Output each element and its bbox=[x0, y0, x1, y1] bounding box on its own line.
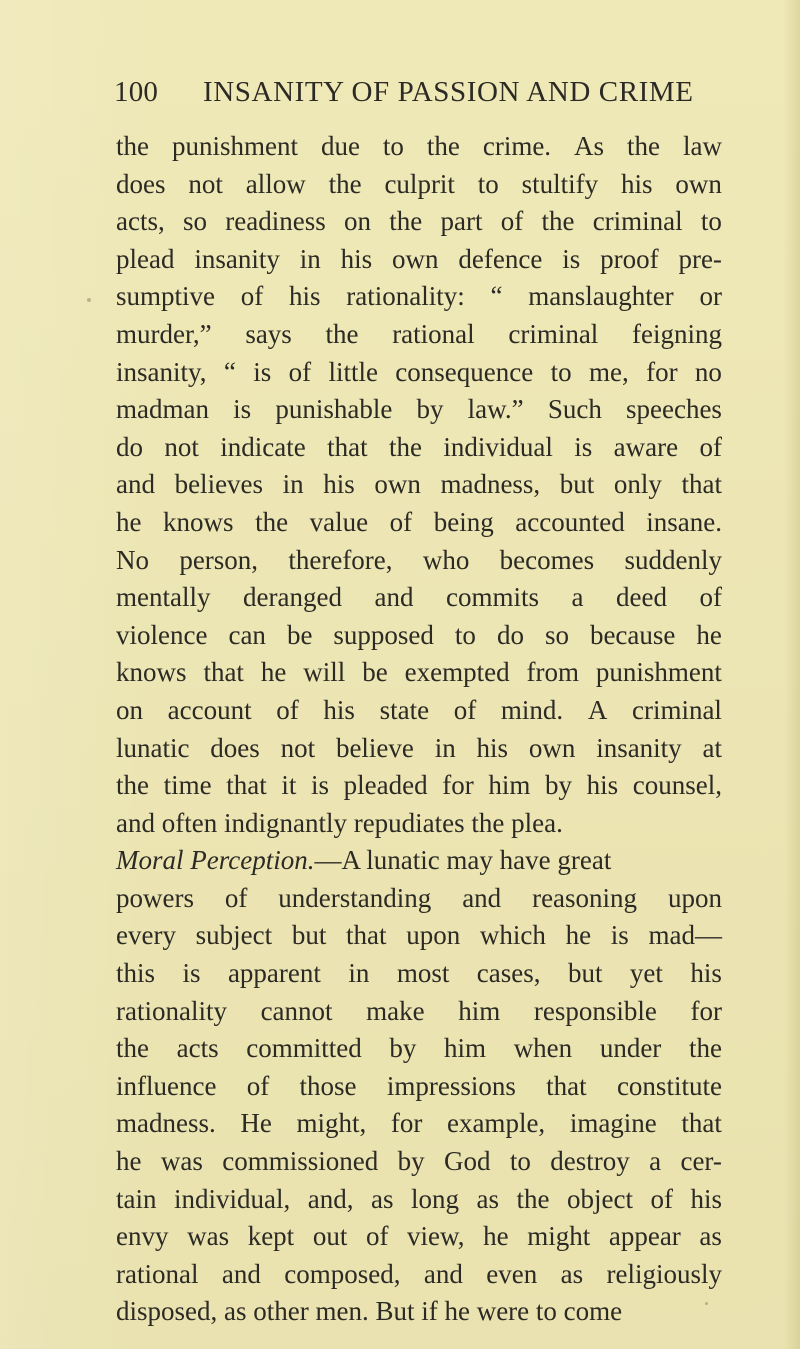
word: was bbox=[160, 1146, 203, 1177]
word: counsel, bbox=[632, 770, 722, 801]
paper-speck bbox=[87, 298, 91, 302]
word: believe bbox=[335, 732, 414, 763]
word: consequence bbox=[395, 356, 534, 387]
word: the bbox=[627, 131, 661, 161]
text-line bbox=[116, 654, 722, 692]
word: believes bbox=[174, 469, 264, 500]
text-line bbox=[116, 1068, 722, 1106]
word: upon bbox=[667, 882, 722, 913]
word: because bbox=[589, 619, 676, 650]
word: on bbox=[116, 694, 143, 725]
word: to bbox=[700, 206, 722, 237]
word: part bbox=[440, 206, 483, 237]
word: but bbox=[567, 958, 603, 989]
word: acts, bbox=[116, 206, 165, 237]
word: the bbox=[516, 1183, 550, 1214]
text-line bbox=[116, 1293, 722, 1331]
body-text bbox=[116, 128, 722, 1331]
word: every bbox=[116, 920, 176, 951]
word: commits bbox=[445, 582, 539, 613]
word: of bbox=[500, 206, 524, 237]
word: a bbox=[649, 1146, 662, 1177]
word: for bbox=[390, 1108, 423, 1139]
word: therefore, bbox=[288, 544, 393, 575]
word: stultify bbox=[521, 168, 599, 199]
word: and bbox=[462, 882, 502, 913]
word: defence bbox=[458, 243, 543, 274]
word: culprit bbox=[384, 168, 455, 199]
word: was bbox=[187, 1221, 230, 1252]
word: be bbox=[286, 619, 313, 650]
page-edge-shadow bbox=[784, 0, 800, 1349]
word: the bbox=[688, 1033, 722, 1064]
word: his bbox=[476, 732, 509, 763]
word: by bbox=[416, 394, 444, 425]
word: by bbox=[544, 770, 572, 801]
word: understanding bbox=[278, 882, 432, 913]
word: it bbox=[281, 770, 297, 801]
word: upon bbox=[406, 920, 461, 951]
word: punishment bbox=[171, 131, 298, 161]
word: his bbox=[323, 469, 355, 500]
word: madness, bbox=[440, 469, 541, 500]
word: in bbox=[282, 469, 304, 500]
word: and bbox=[374, 582, 414, 613]
word: deed bbox=[615, 582, 667, 613]
word: speeches bbox=[625, 394, 722, 425]
word: No bbox=[116, 544, 149, 575]
word: manslaughter bbox=[528, 281, 674, 312]
word: exempted bbox=[404, 657, 510, 688]
word: view, bbox=[407, 1221, 465, 1252]
word: rationality: bbox=[346, 281, 465, 312]
word: suddenly bbox=[624, 544, 722, 575]
word: Such bbox=[547, 394, 602, 425]
word: insanity bbox=[194, 243, 280, 274]
word: him bbox=[458, 995, 501, 1026]
word: as bbox=[699, 1221, 722, 1252]
word: the bbox=[388, 431, 422, 462]
word: being bbox=[433, 506, 494, 537]
text-line bbox=[116, 805, 722, 843]
word: of bbox=[699, 431, 722, 462]
text-line bbox=[116, 128, 722, 166]
word: of bbox=[699, 582, 722, 613]
line-text: disposed, as other men. But if he were to come bbox=[116, 1296, 623, 1327]
word: cer- bbox=[680, 1146, 722, 1177]
word: which bbox=[479, 920, 546, 951]
word: plead bbox=[116, 243, 175, 274]
word: so bbox=[182, 206, 207, 237]
word: time bbox=[163, 770, 212, 801]
word: says bbox=[245, 318, 292, 349]
word: he bbox=[483, 1221, 509, 1252]
word: acts bbox=[176, 1033, 219, 1064]
word: law.” bbox=[467, 394, 524, 425]
word: “ bbox=[490, 281, 503, 312]
word: sumptive bbox=[116, 281, 215, 312]
text-line bbox=[116, 692, 722, 730]
word: and, bbox=[307, 1183, 354, 1214]
word: the bbox=[389, 206, 423, 237]
word: does bbox=[116, 168, 166, 199]
text-line bbox=[116, 203, 722, 241]
text-line bbox=[116, 166, 722, 204]
word: his bbox=[621, 168, 653, 199]
word: the bbox=[116, 1033, 149, 1064]
word: his bbox=[340, 243, 373, 274]
word: is bbox=[610, 920, 629, 951]
word: due bbox=[320, 131, 360, 161]
word: of bbox=[650, 1183, 673, 1214]
word: will bbox=[303, 657, 346, 688]
text-line bbox=[116, 429, 722, 467]
word: be bbox=[362, 657, 388, 688]
word: do bbox=[116, 431, 143, 462]
word: does bbox=[210, 732, 260, 763]
word: of bbox=[246, 1070, 270, 1101]
word: or bbox=[699, 281, 722, 312]
text-line bbox=[116, 316, 722, 354]
word: to bbox=[454, 619, 476, 650]
word: under bbox=[599, 1033, 662, 1064]
word: envy bbox=[116, 1221, 169, 1252]
word: of bbox=[288, 356, 312, 387]
text-line bbox=[116, 880, 722, 918]
word: for bbox=[690, 995, 722, 1026]
word: he bbox=[565, 920, 592, 951]
text-line bbox=[116, 391, 722, 429]
word: by bbox=[389, 1033, 417, 1064]
word: only bbox=[613, 469, 662, 500]
word: is bbox=[233, 394, 252, 425]
word: law bbox=[682, 131, 722, 161]
word: do bbox=[496, 619, 524, 650]
word: the bbox=[325, 318, 359, 349]
word: on bbox=[343, 206, 371, 237]
word: yet bbox=[629, 958, 663, 989]
word: rational bbox=[116, 1258, 199, 1289]
word: that bbox=[226, 770, 267, 801]
word: state bbox=[379, 694, 430, 725]
word: accounted bbox=[515, 506, 625, 537]
word: violence bbox=[116, 619, 208, 650]
word: a bbox=[571, 582, 584, 613]
text-line bbox=[116, 579, 722, 617]
word: murder,” bbox=[116, 318, 212, 349]
word: composed, bbox=[284, 1258, 401, 1289]
word: to bbox=[509, 1146, 531, 1177]
word: rational bbox=[392, 318, 475, 349]
word: this bbox=[116, 958, 156, 989]
text-line bbox=[116, 955, 722, 993]
word: A bbox=[587, 694, 608, 725]
word: the bbox=[426, 131, 460, 161]
word: feigning bbox=[632, 318, 722, 349]
word: in bbox=[299, 243, 321, 274]
word: is bbox=[182, 958, 201, 989]
word: so bbox=[544, 619, 569, 650]
text-line bbox=[116, 278, 722, 316]
word: own bbox=[392, 243, 439, 274]
word: punishment bbox=[595, 657, 722, 688]
word: he bbox=[696, 619, 722, 650]
word: his bbox=[323, 694, 355, 725]
word: as bbox=[370, 1183, 394, 1214]
word: mentally bbox=[116, 582, 211, 613]
word: deranged bbox=[243, 582, 342, 613]
word: tain bbox=[116, 1183, 157, 1214]
word: the bbox=[255, 506, 289, 537]
text-line bbox=[116, 993, 722, 1031]
word: for bbox=[646, 356, 678, 387]
word: criminal bbox=[592, 206, 683, 237]
word: punishable bbox=[275, 394, 393, 425]
word: own bbox=[374, 469, 421, 500]
word: knows bbox=[163, 506, 234, 537]
word: As bbox=[574, 131, 605, 161]
word: out bbox=[312, 1221, 348, 1252]
text-line bbox=[116, 767, 722, 805]
section-heading-text: —A lunatic may have great bbox=[314, 845, 612, 876]
word: his bbox=[690, 1183, 722, 1214]
word: that bbox=[203, 657, 244, 688]
word: at bbox=[702, 732, 722, 763]
word: account bbox=[167, 694, 252, 725]
word: those bbox=[299, 1070, 357, 1101]
word: becomes bbox=[499, 544, 595, 575]
word: aware bbox=[613, 431, 679, 462]
word: cannot bbox=[260, 995, 333, 1026]
word: crime. bbox=[482, 131, 552, 161]
word: appear bbox=[608, 1221, 681, 1252]
text-line bbox=[116, 1181, 722, 1219]
word: apparent bbox=[227, 958, 321, 989]
word: he bbox=[260, 657, 287, 688]
word: his bbox=[690, 958, 722, 989]
text-line bbox=[116, 1143, 722, 1181]
word: proof bbox=[600, 243, 659, 274]
word: destroy bbox=[550, 1146, 630, 1177]
word: to bbox=[477, 168, 499, 199]
word: value bbox=[309, 506, 369, 537]
word: to bbox=[382, 131, 404, 161]
word: mad— bbox=[648, 920, 722, 951]
word: and bbox=[221, 1258, 261, 1289]
word: he bbox=[116, 1146, 142, 1177]
word: object bbox=[567, 1183, 633, 1214]
word: long bbox=[410, 1183, 459, 1214]
word: He bbox=[240, 1108, 272, 1139]
text-line bbox=[116, 1030, 722, 1068]
word: and bbox=[116, 469, 155, 500]
section-heading: Moral Perception. bbox=[116, 845, 315, 876]
word: of bbox=[389, 506, 413, 537]
word: is bbox=[253, 356, 272, 387]
word: commissioned bbox=[222, 1146, 379, 1177]
word: to bbox=[550, 356, 572, 387]
word: powers bbox=[116, 882, 194, 913]
text-line bbox=[116, 542, 722, 580]
word: madman bbox=[116, 394, 209, 425]
text-line bbox=[116, 504, 722, 542]
word: who bbox=[422, 544, 470, 575]
word: but bbox=[291, 920, 327, 951]
word: God bbox=[443, 1146, 491, 1177]
word: subject bbox=[195, 920, 273, 951]
word: is bbox=[311, 770, 330, 801]
text-line bbox=[116, 1218, 722, 1256]
word: by bbox=[397, 1146, 425, 1177]
word: pre- bbox=[678, 243, 722, 274]
text-line bbox=[116, 617, 722, 655]
word: insanity, bbox=[116, 356, 207, 387]
word: allow bbox=[245, 168, 306, 199]
word: supposed bbox=[333, 619, 434, 650]
word: own bbox=[528, 732, 576, 763]
word: is bbox=[562, 243, 581, 274]
word: when bbox=[513, 1033, 573, 1064]
word: readiness bbox=[225, 206, 326, 237]
word: individual bbox=[443, 431, 553, 462]
text-line bbox=[116, 354, 722, 392]
text-line bbox=[116, 1105, 722, 1143]
word: most bbox=[396, 958, 450, 989]
word: reasoning bbox=[532, 882, 638, 913]
word: rationality bbox=[116, 995, 227, 1026]
line-text: and often indignantly repudiates the plea. bbox=[116, 807, 563, 838]
word: of bbox=[365, 1221, 389, 1252]
word: as bbox=[476, 1183, 499, 1214]
word: the bbox=[541, 206, 575, 237]
word: criminal bbox=[631, 694, 722, 725]
word: little bbox=[328, 356, 378, 387]
word: from bbox=[526, 657, 579, 688]
word: knows bbox=[116, 657, 187, 688]
word: in bbox=[348, 958, 370, 989]
word: insane. bbox=[646, 506, 722, 537]
text-line bbox=[116, 730, 722, 768]
word: person, bbox=[179, 544, 259, 575]
word: not bbox=[188, 168, 223, 199]
word: insanity bbox=[596, 732, 682, 763]
word: his bbox=[289, 281, 321, 312]
word: lunatic bbox=[116, 732, 190, 763]
word: indicate bbox=[220, 431, 306, 462]
word: criminal bbox=[508, 318, 599, 349]
word: kept bbox=[247, 1221, 295, 1252]
word: no bbox=[694, 356, 722, 387]
word: his bbox=[586, 770, 619, 801]
word: even bbox=[486, 1258, 538, 1289]
word: imagine bbox=[569, 1108, 657, 1139]
word: the bbox=[116, 131, 149, 161]
word: might bbox=[527, 1221, 591, 1252]
word: of bbox=[276, 694, 299, 725]
word: for bbox=[442, 770, 474, 801]
text-line bbox=[116, 241, 722, 279]
word: that bbox=[346, 920, 387, 951]
word: responsible bbox=[533, 995, 657, 1026]
word: that bbox=[546, 1070, 587, 1101]
word: impressions bbox=[386, 1070, 516, 1101]
running-head: INSANITY OF PASSION AND CRIME bbox=[203, 76, 694, 108]
word: he bbox=[116, 506, 142, 537]
word: influence bbox=[116, 1070, 217, 1101]
word: the bbox=[116, 770, 149, 801]
word: of bbox=[453, 694, 477, 725]
text-line bbox=[116, 1256, 722, 1294]
word: constitute bbox=[616, 1070, 722, 1101]
word: him bbox=[488, 770, 531, 801]
word: that bbox=[681, 1108, 722, 1139]
word: of bbox=[240, 281, 264, 312]
word: that bbox=[327, 431, 368, 462]
paper-speck bbox=[705, 1302, 708, 1305]
word: madness. bbox=[116, 1108, 216, 1139]
word: example, bbox=[446, 1108, 546, 1139]
word: pleaded bbox=[343, 770, 428, 801]
section-heading-line bbox=[116, 842, 722, 880]
word: not bbox=[164, 431, 199, 462]
word: committed bbox=[246, 1033, 362, 1064]
page-header bbox=[114, 72, 734, 112]
word: me, bbox=[588, 356, 629, 387]
word: can bbox=[228, 619, 266, 650]
word: individual, bbox=[174, 1183, 291, 1214]
text-line bbox=[116, 466, 722, 504]
word: make bbox=[366, 995, 425, 1026]
word: that bbox=[681, 469, 722, 500]
word: “ bbox=[223, 356, 236, 387]
word: in bbox=[434, 732, 456, 763]
word: religiously bbox=[606, 1258, 722, 1289]
word: might, bbox=[296, 1108, 367, 1139]
word: of bbox=[224, 882, 248, 913]
word: own bbox=[675, 168, 722, 199]
word: but bbox=[559, 469, 595, 500]
word: cases, bbox=[476, 958, 541, 989]
text-line bbox=[116, 917, 722, 955]
word: is bbox=[574, 431, 593, 462]
page-number: 100 bbox=[114, 76, 159, 108]
word: not bbox=[280, 732, 316, 763]
word: and bbox=[423, 1258, 463, 1289]
word: as bbox=[560, 1258, 584, 1289]
word: mind. bbox=[500, 694, 564, 725]
word: him bbox=[444, 1033, 487, 1064]
word: the bbox=[328, 168, 362, 199]
